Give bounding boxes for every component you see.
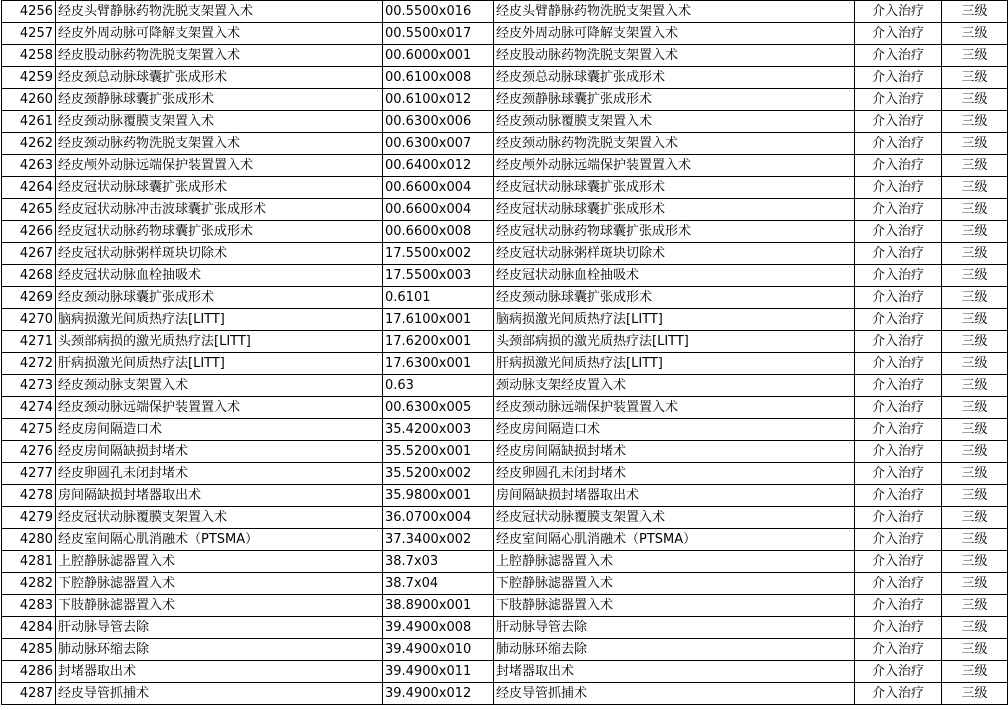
row-number-cell: 4268	[2, 265, 56, 287]
row-number-cell: 4274	[2, 397, 56, 419]
category-cell: 介入治疗	[855, 397, 942, 419]
category-cell: 介入治疗	[855, 309, 942, 331]
category-cell: 介入治疗	[855, 551, 942, 573]
category-cell: 介入治疗	[855, 265, 942, 287]
row-number-cell: 4257	[2, 23, 56, 45]
row-number-cell: 4266	[2, 221, 56, 243]
level-cell: 三级	[942, 463, 1008, 485]
procedure-code-cell: 17.6200x001	[383, 331, 494, 353]
standard-name-cell: 封堵器取出术	[494, 661, 855, 683]
procedure-code-cell: 0.6101	[383, 287, 494, 309]
procedure-code-cell: 39.4900x010	[383, 639, 494, 661]
procedure-name-cell: 经皮卵圆孔未闭封堵术	[56, 463, 383, 485]
procedure-name-cell: 经皮冠状动脉覆膜支架置入术	[56, 507, 383, 529]
procedure-name-cell: 经皮外周动脉可降解支架置入术	[56, 23, 383, 45]
procedure-name-cell: 下肢静脉滤器置入术	[56, 595, 383, 617]
category-cell: 介入治疗	[855, 617, 942, 639]
table-row	[2, 155, 1008, 177]
procedure-table-body	[2, 1, 1008, 705]
level-cell: 三级	[942, 397, 1008, 419]
row-number-cell: 4262	[2, 133, 56, 155]
standard-name-cell: 肝病损激光间质热疗法[LITT]	[494, 353, 855, 375]
procedure-code-cell: 00.5500x017	[383, 23, 494, 45]
table-row	[2, 309, 1008, 331]
category-cell: 介入治疗	[855, 595, 942, 617]
procedure-name-cell: 经皮冠状动脉粥样斑块切除术	[56, 243, 383, 265]
row-number-cell: 4263	[2, 155, 56, 177]
category-cell: 介入治疗	[855, 419, 942, 441]
row-number-cell: 4267	[2, 243, 56, 265]
procedure-name-cell: 肺动脉环缩去除	[56, 639, 383, 661]
procedure-name-cell: 经皮颈动脉支架置入术	[56, 375, 383, 397]
procedure-code-cell: 17.6100x001	[383, 309, 494, 331]
table-row	[2, 243, 1008, 265]
table-row	[2, 573, 1008, 595]
level-cell: 三级	[942, 353, 1008, 375]
table-row	[2, 639, 1008, 661]
table-row	[2, 661, 1008, 683]
standard-name-cell: 下腔静脉滤器置入术	[494, 573, 855, 595]
procedure-code-cell: 36.0700x004	[383, 507, 494, 529]
row-number-cell: 4264	[2, 177, 56, 199]
procedure-code-cell: 35.9800x001	[383, 485, 494, 507]
category-cell: 介入治疗	[855, 67, 942, 89]
standard-name-cell: 经皮冠状动脉覆膜支架置入术	[494, 507, 855, 529]
level-cell: 三级	[942, 221, 1008, 243]
row-number-cell: 4273	[2, 375, 56, 397]
category-cell: 介入治疗	[855, 683, 942, 705]
procedure-name-cell: 肝病损激光间质热疗法[LITT]	[56, 353, 383, 375]
level-cell: 三级	[942, 595, 1008, 617]
table-row	[2, 133, 1008, 155]
level-cell: 三级	[942, 23, 1008, 45]
row-number-cell: 4286	[2, 661, 56, 683]
category-cell: 介入治疗	[855, 353, 942, 375]
row-number-cell: 4256	[2, 1, 56, 23]
table-row	[2, 375, 1008, 397]
procedure-code-cell: 00.6000x001	[383, 45, 494, 67]
table-row	[2, 441, 1008, 463]
table-row	[2, 617, 1008, 639]
procedure-code-cell: 00.6300x006	[383, 111, 494, 133]
procedure-code-cell: 35.5200x002	[383, 463, 494, 485]
level-cell: 三级	[942, 309, 1008, 331]
table-row	[2, 111, 1008, 133]
level-cell: 三级	[942, 639, 1008, 661]
standard-name-cell: 上腔静脉滤器置入术	[494, 551, 855, 573]
standard-name-cell: 房间隔缺损封堵器取出术	[494, 485, 855, 507]
procedure-code-cell: 39.4900x012	[383, 683, 494, 705]
row-number-cell: 4282	[2, 573, 56, 595]
category-cell: 介入治疗	[855, 199, 942, 221]
level-cell: 三级	[942, 243, 1008, 265]
procedure-code-cell: 00.6600x008	[383, 221, 494, 243]
standard-name-cell: 经皮头臂静脉药物洗脱支架置入术	[494, 1, 855, 23]
level-cell: 三级	[942, 1, 1008, 23]
level-cell: 三级	[942, 485, 1008, 507]
standard-name-cell: 经皮颅外动脉远端保护装置置入术	[494, 155, 855, 177]
row-number-cell: 4259	[2, 67, 56, 89]
procedure-code-cell: 17.6300x001	[383, 353, 494, 375]
table-row	[2, 221, 1008, 243]
table-row	[2, 419, 1008, 441]
standard-name-cell: 经皮股动脉药物洗脱支架置入术	[494, 45, 855, 67]
row-number-cell: 4284	[2, 617, 56, 639]
level-cell: 三级	[942, 287, 1008, 309]
level-cell: 三级	[942, 573, 1008, 595]
level-cell: 三级	[942, 661, 1008, 683]
table-row	[2, 199, 1008, 221]
procedure-code-cell: 00.6100x008	[383, 67, 494, 89]
category-cell: 介入治疗	[855, 243, 942, 265]
procedure-code-cell: 39.4900x008	[383, 617, 494, 639]
procedure-name-cell: 经皮颈动脉远端保护装置置入术	[56, 397, 383, 419]
procedure-name-cell: 经皮房间隔缺损封堵术	[56, 441, 383, 463]
procedure-name-cell: 经皮导管抓捕术	[56, 683, 383, 705]
procedure-name-cell: 经皮颈动脉药物洗脱支架置入术	[56, 133, 383, 155]
row-number-cell: 4261	[2, 111, 56, 133]
standard-name-cell: 经皮冠状动脉血栓抽吸术	[494, 265, 855, 287]
standard-name-cell: 经皮颈动脉覆膜支架置入术	[494, 111, 855, 133]
standard-name-cell: 经皮房间隔缺损封堵术	[494, 441, 855, 463]
level-cell: 三级	[942, 551, 1008, 573]
category-cell: 介入治疗	[855, 661, 942, 683]
category-cell: 介入治疗	[855, 177, 942, 199]
standard-name-cell: 经皮颈静脉球囊扩张成形术	[494, 89, 855, 111]
level-cell: 三级	[942, 89, 1008, 111]
table-row	[2, 89, 1008, 111]
category-cell: 介入治疗	[855, 375, 942, 397]
row-number-cell: 4265	[2, 199, 56, 221]
level-cell: 三级	[942, 683, 1008, 705]
row-number-cell: 4285	[2, 639, 56, 661]
level-cell: 三级	[942, 419, 1008, 441]
procedure-name-cell: 经皮颈静脉球囊扩张成形术	[56, 89, 383, 111]
procedure-code-cell: 00.6300x005	[383, 397, 494, 419]
row-number-cell: 4279	[2, 507, 56, 529]
level-cell: 三级	[942, 375, 1008, 397]
category-cell: 介入治疗	[855, 287, 942, 309]
category-cell: 介入治疗	[855, 331, 942, 353]
procedure-name-cell: 经皮室间隔心肌消融术（PTSMA）	[56, 529, 383, 551]
level-cell: 三级	[942, 617, 1008, 639]
standard-name-cell: 经皮冠状动脉球囊扩张成形术	[494, 177, 855, 199]
procedure-code-cell: 17.5500x003	[383, 265, 494, 287]
table-row	[2, 67, 1008, 89]
table-row	[2, 45, 1008, 67]
row-number-cell: 4280	[2, 529, 56, 551]
standard-name-cell: 经皮冠状动脉药物球囊扩张成形术	[494, 221, 855, 243]
level-cell: 三级	[942, 507, 1008, 529]
row-number-cell: 4283	[2, 595, 56, 617]
procedure-code-cell: 17.5500x002	[383, 243, 494, 265]
row-number-cell: 4275	[2, 419, 56, 441]
procedure-name-cell: 脑病损激光间质热疗法[LITT]	[56, 309, 383, 331]
procedure-name-cell: 下腔静脉滤器置入术	[56, 573, 383, 595]
row-number-cell: 4287	[2, 683, 56, 705]
standard-name-cell: 下肢静脉滤器置入术	[494, 595, 855, 617]
level-cell: 三级	[942, 45, 1008, 67]
standard-name-cell: 头颈部病损的激光质热疗法[LITT]	[494, 331, 855, 353]
procedure-code-cell: 39.4900x011	[383, 661, 494, 683]
procedure-code-cell: 00.5500x016	[383, 1, 494, 23]
category-cell: 介入治疗	[855, 485, 942, 507]
standard-name-cell: 经皮颈动脉药物洗脱支架置入术	[494, 133, 855, 155]
standard-name-cell: 经皮颈动脉球囊扩张成形术	[494, 287, 855, 309]
category-cell: 介入治疗	[855, 45, 942, 67]
table-row	[2, 683, 1008, 705]
category-cell: 介入治疗	[855, 463, 942, 485]
row-number-cell: 4258	[2, 45, 56, 67]
table-row	[2, 287, 1008, 309]
procedure-code-cell: 37.3400x002	[383, 529, 494, 551]
level-cell: 三级	[942, 265, 1008, 287]
table-row	[2, 265, 1008, 287]
category-cell: 介入治疗	[855, 111, 942, 133]
standard-name-cell: 经皮外周动脉可降解支架置入术	[494, 23, 855, 45]
standard-name-cell: 经皮颈总动脉球囊扩张成形术	[494, 67, 855, 89]
row-number-cell: 4270	[2, 309, 56, 331]
category-cell: 介入治疗	[855, 155, 942, 177]
procedure-name-cell: 肝动脉导管去除	[56, 617, 383, 639]
procedure-code-cell: 00.6100x012	[383, 89, 494, 111]
category-cell: 介入治疗	[855, 89, 942, 111]
procedure-code-cell: 00.6400x012	[383, 155, 494, 177]
procedure-name-cell: 经皮冠状动脉血栓抽吸术	[56, 265, 383, 287]
category-cell: 介入治疗	[855, 573, 942, 595]
procedure-name-cell: 经皮股动脉药物洗脱支架置入术	[56, 45, 383, 67]
procedure-code-cell: 38.7x03	[383, 551, 494, 573]
level-cell: 三级	[942, 67, 1008, 89]
row-number-cell: 4260	[2, 89, 56, 111]
table-row	[2, 551, 1008, 573]
table-row	[2, 177, 1008, 199]
table-row	[2, 397, 1008, 419]
category-cell: 介入治疗	[855, 529, 942, 551]
category-cell: 介入治疗	[855, 441, 942, 463]
level-cell: 三级	[942, 331, 1008, 353]
procedure-name-cell: 头颈部病损的激光质热疗法[LITT]	[56, 331, 383, 353]
procedure-name-cell: 经皮冠状动脉药物球囊扩张成形术	[56, 221, 383, 243]
table-row	[2, 485, 1008, 507]
procedure-code-cell: 00.6600x004	[383, 177, 494, 199]
table-row	[2, 353, 1008, 375]
procedure-code-cell: 35.4200x003	[383, 419, 494, 441]
procedure-name-cell: 经皮颈动脉覆膜支架置入术	[56, 111, 383, 133]
procedure-name-cell: 上腔静脉滤器置入术	[56, 551, 383, 573]
standard-name-cell: 经皮冠状动脉粥样斑块切除术	[494, 243, 855, 265]
level-cell: 三级	[942, 441, 1008, 463]
procedure-name-cell: 封堵器取出术	[56, 661, 383, 683]
category-cell: 介入治疗	[855, 133, 942, 155]
procedure-name-cell: 经皮头臂静脉药物洗脱支架置入术	[56, 1, 383, 23]
row-number-cell: 4269	[2, 287, 56, 309]
procedure-name-cell: 经皮冠状动脉冲击波球囊扩张成形术	[56, 199, 383, 221]
procedure-code-cell: 38.8900x001	[383, 595, 494, 617]
procedure-table	[1, 0, 1008, 705]
table-row	[2, 595, 1008, 617]
procedure-name-cell: 经皮颈总动脉球囊扩张成形术	[56, 67, 383, 89]
level-cell: 三级	[942, 111, 1008, 133]
standard-name-cell: 经皮室间隔心肌消融术（PTSMA）	[494, 529, 855, 551]
table-row	[2, 463, 1008, 485]
category-cell: 介入治疗	[855, 23, 942, 45]
standard-name-cell: 肺动脉环缩去除	[494, 639, 855, 661]
table-row	[2, 331, 1008, 353]
level-cell: 三级	[942, 529, 1008, 551]
procedure-code-cell: 0.63	[383, 375, 494, 397]
procedure-name-cell: 经皮冠状动脉球囊扩张成形术	[56, 177, 383, 199]
row-number-cell: 4281	[2, 551, 56, 573]
table-row	[2, 1, 1008, 23]
standard-name-cell: 经皮卵圆孔未闭封堵术	[494, 463, 855, 485]
procedure-code-cell: 00.6600x004	[383, 199, 494, 221]
standard-name-cell: 经皮导管抓捕术	[494, 683, 855, 705]
row-number-cell: 4271	[2, 331, 56, 353]
row-number-cell: 4278	[2, 485, 56, 507]
procedure-name-cell: 房间隔缺损封堵器取出术	[56, 485, 383, 507]
level-cell: 三级	[942, 199, 1008, 221]
standard-name-cell: 经皮房间隔造口术	[494, 419, 855, 441]
category-cell: 介入治疗	[855, 507, 942, 529]
category-cell: 介入治疗	[855, 221, 942, 243]
table-row	[2, 529, 1008, 551]
procedure-name-cell: 经皮颈动脉球囊扩张成形术	[56, 287, 383, 309]
table-row	[2, 507, 1008, 529]
table-row	[2, 23, 1008, 45]
row-number-cell: 4272	[2, 353, 56, 375]
row-number-cell: 4277	[2, 463, 56, 485]
procedure-name-cell: 经皮房间隔造口术	[56, 419, 383, 441]
category-cell: 介入治疗	[855, 639, 942, 661]
level-cell: 三级	[942, 133, 1008, 155]
standard-name-cell: 脑病损激光间质热疗法[LITT]	[494, 309, 855, 331]
standard-name-cell: 颈动脉支架经皮置入术	[494, 375, 855, 397]
procedure-code-cell: 00.6300x007	[383, 133, 494, 155]
procedure-code-cell: 38.7x04	[383, 573, 494, 595]
standard-name-cell: 经皮冠状动脉球囊扩张成形术	[494, 199, 855, 221]
standard-name-cell: 经皮颈动脉远端保护装置置入术	[494, 397, 855, 419]
row-number-cell: 4276	[2, 441, 56, 463]
category-cell: 介入治疗	[855, 1, 942, 23]
level-cell: 三级	[942, 155, 1008, 177]
level-cell: 三级	[942, 177, 1008, 199]
standard-name-cell: 肝动脉导管去除	[494, 617, 855, 639]
procedure-code-cell: 35.5200x001	[383, 441, 494, 463]
procedure-name-cell: 经皮颅外动脉远端保护装置置入术	[56, 155, 383, 177]
